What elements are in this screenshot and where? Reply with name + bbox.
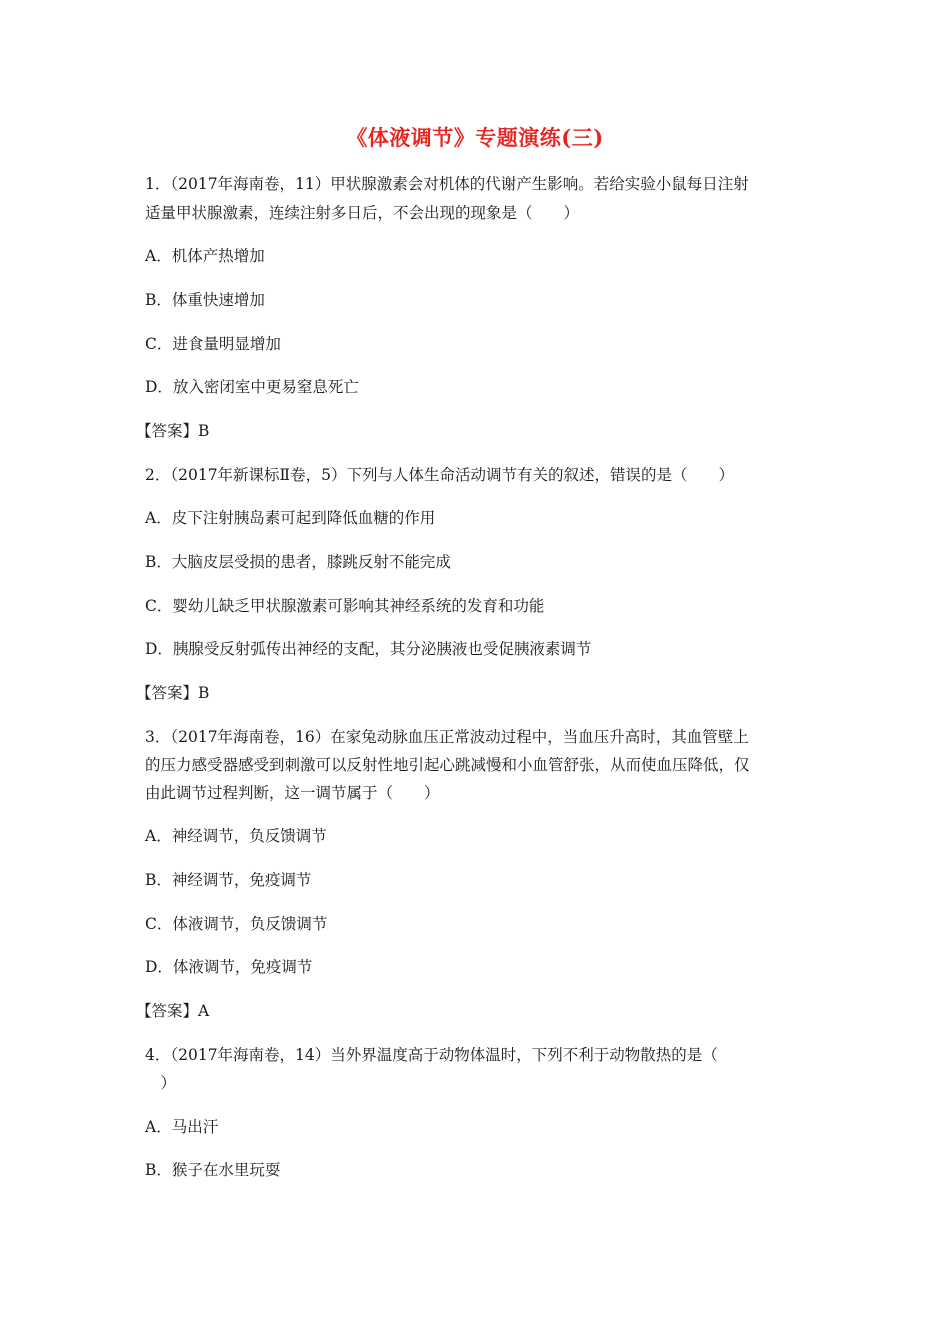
question-2-stem-line-1: 2．（2017年新课标Ⅱ卷，5）下列与人体生命活动调节有关的叙述，错误的是（ ）	[145, 466, 734, 484]
question-1-answer: 【答案】B	[136, 422, 210, 440]
question-2-option-b: B．大脑皮层受损的患者，膝跳反射不能完成	[145, 553, 451, 571]
question-1-stem-line-1: 1．（2017年海南卷，11）甲状腺激素会对机体的代谢产生影响。若给实验小鼠每日注射	[145, 175, 749, 193]
question-3-option-d: D．体液调节，免疫调节	[145, 958, 313, 976]
question-2-option-d: D．胰腺受反射弧传出神经的支配，其分泌胰液也受促胰液素调节	[145, 640, 592, 658]
question-1-option-a: A．机体产热增加	[145, 247, 265, 265]
question-4-option-b: B．猴子在水里玩耍	[145, 1161, 281, 1179]
question-1-option-b: B．体重快速增加	[145, 291, 265, 309]
question-3-option-a: A．神经调节，负反馈调节	[145, 827, 327, 845]
question-1-option-c: C．进食量明显增加	[145, 335, 281, 353]
question-3-stem-line-3: 由此调节过程判断，这一调节属于（ ）	[145, 784, 440, 802]
question-3-stem-line-2: 的压力感受器感受到刺激可以反射性地引起心跳减慢和小血管舒张，从而使血压降低，仅	[145, 756, 750, 774]
question-2-option-a: A．皮下注射胰岛素可起到降低血糖的作用	[145, 509, 436, 527]
question-3-option-c: C．体液调节，负反馈调节	[145, 915, 328, 933]
question-1-option-d: D．放入密闭室中更易窒息死亡	[145, 378, 359, 396]
question-3-stem-line-1: 3．（2017年海南卷，16）在家兔动脉血压正常波动过程中，当血压升高时，其血管壁上	[145, 728, 749, 746]
question-2-option-c: C．婴幼儿缺乏甲状腺激素可影响其神经系统的发育和功能	[145, 597, 545, 615]
question-4-stem-line-2: ）	[145, 1074, 177, 1092]
question-3-option-b: B．神经调节，免疫调节	[145, 871, 312, 889]
question-1-stem-line-2: 适量甲状腺激素，连续注射多日后，不会出现的现象是（ ）	[145, 204, 580, 222]
question-4-option-a: A．马出汗	[145, 1118, 219, 1136]
question-2-answer: 【答案】B	[136, 684, 210, 702]
question-4-stem-line-1: 4．（2017年海南卷，14）当外界温度高于动物体温时，下列不利于动物散热的是（	[145, 1046, 718, 1064]
question-3-answer: 【答案】A	[136, 1002, 210, 1020]
document-title: 《体液调节》专题演练(三)	[346, 125, 604, 150]
